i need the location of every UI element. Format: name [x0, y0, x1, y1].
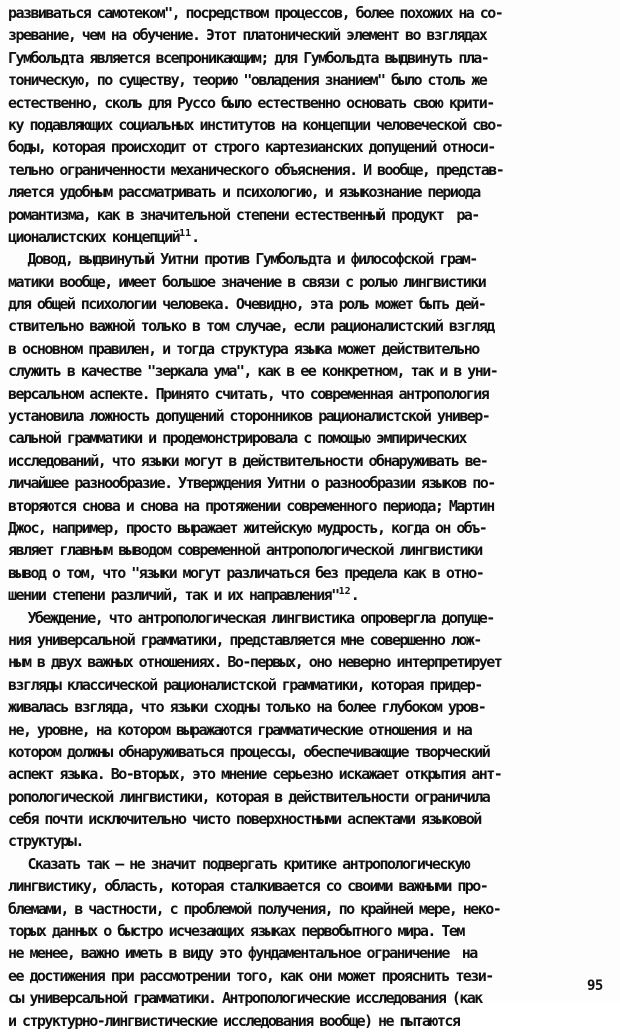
line-text: Гумбольдта является всепроникающим; для Гумбольдта выдвинуть пла-: [8, 48, 489, 67]
text-line: [8, 651, 606, 673]
line-text: тоническую, по существу, теорию "овладения знанием" было столь же: [8, 71, 487, 90]
body-text: [8, 2, 606, 1032]
line-punctuation: .: [191, 227, 199, 246]
line-text: блемами, в частности, с проблемой получения, по крайней мере, неко-: [8, 899, 501, 918]
text-line: [8, 69, 606, 91]
line-text: ропологической лингвистики, которая в действительности ограничила: [8, 787, 490, 806]
line-text: романтизма, как в значительной степени естественный продукт ра-: [8, 205, 479, 224]
text-line: [8, 875, 606, 897]
text-line: [8, 427, 606, 449]
text-line: [8, 24, 606, 46]
line-text: в основном правилен, и тогда структура языка может действительно: [8, 339, 479, 358]
line-text: тельно ограниченности механического объяснения. И вообще, представ-: [8, 160, 504, 179]
text-line: [8, 92, 606, 114]
text-line: [8, 495, 606, 517]
text-line: [8, 719, 606, 741]
text-line: [8, 226, 606, 248]
text-line: [8, 204, 606, 226]
line-text: вывод о том, что "языки могут различаться без предела как в отно-: [8, 563, 484, 582]
line-text: ее достижения при рассмотрении того, как они может прояснить тези-: [8, 966, 493, 985]
line-text: матики вообще, имеет большое значение в связи с ролью лингвистики: [8, 272, 486, 291]
line-text: ку подавляющих социальных институтов на концепции человеческой сво-: [8, 115, 503, 134]
line-text: ным в двух важных отношениях. Во-первых, оно неверно интерпретирует: [8, 653, 502, 672]
text-line: [8, 47, 606, 69]
text-line: [8, 898, 606, 920]
text-line: [8, 181, 606, 203]
text-line: [8, 2, 606, 24]
line-text: не менее, важно иметь в виду это фундаментальное ограничение на: [8, 944, 477, 963]
line-text: развиваться самотеком", посредством процессов, более похожих на со-: [8, 4, 503, 22]
line-text: структуры.: [8, 832, 83, 851]
text-line: [8, 786, 606, 808]
text-line: [8, 539, 606, 561]
text-line: [8, 696, 606, 718]
text-line: [8, 920, 606, 942]
text-line: [8, 965, 606, 987]
text-line: [8, 607, 606, 629]
text-line: [8, 808, 606, 830]
line-text: исследований, что языки могут в действительности обнаруживать ве-: [8, 451, 488, 470]
line-text: вторяются снова и снова на протяжении современного периода; Мартин: [8, 496, 494, 515]
line-text: Джос, например, просто выражает житейскую мудрость, когда он объ-: [8, 518, 487, 537]
text-line: [8, 405, 606, 427]
page-number: 95: [587, 978, 603, 994]
line-text: аспект языка. Во-вторых, это мнение серьезно искажает открытия ант-: [8, 765, 502, 784]
text-line: [8, 942, 606, 964]
line-text: живалась взгляда, что языки сходны только на более глубоком уров-: [8, 698, 486, 717]
line-text: естественно, сколь для Руссо было естественно основать свою крити-: [8, 93, 494, 112]
text-line: [8, 472, 606, 494]
line-text: боды, которая происходит от строго картезианских допущений относи-: [8, 138, 495, 157]
text-line: [8, 315, 606, 337]
line-text: сы универсальной грамматики. Антропологические исследования (как: [8, 989, 482, 1008]
line-text: служить в качестве "зеркала ума", как в ее конкретном, так и в уни-: [8, 362, 498, 381]
text-line: [8, 1010, 606, 1032]
line-text: являет главным выводом современной антропологической лингвистики: [8, 541, 482, 560]
text-line: [8, 383, 606, 405]
line-text: установила ложность допущений сторонников рационалистской универ-: [8, 407, 490, 426]
line-text: Сказать так — не значит подвергать критике антропологическую: [8, 854, 470, 873]
line-punctuation: .: [350, 586, 359, 605]
text-line: [8, 584, 606, 606]
text-line: [8, 136, 606, 158]
line-text: котором должны обнаруживаться процессы, обеспечивающие творческий: [8, 742, 490, 761]
line-text: взгляды классической рационалистской грамматики, которая придер-: [8, 675, 482, 694]
line-text: ния универсальной грамматики, представляется мне совершенно лож-: [8, 630, 481, 649]
text-line: [8, 517, 606, 539]
line-text: сальной грамматики и продемонстрировала с помощью эмпирических: [8, 429, 466, 448]
text-line: [8, 763, 606, 785]
footnote-marker: 11: [179, 227, 192, 239]
text-line: [8, 741, 606, 763]
footnote-marker: 12: [338, 586, 351, 598]
line-text: лингвистику, область, которая сталкивается со своими важными про-: [8, 877, 488, 896]
text-line: [8, 450, 606, 472]
text-line: [8, 338, 606, 360]
text-line: [8, 360, 606, 382]
line-text: и структурно-лингвистические исследования вообще) не пытаются: [8, 1011, 460, 1030]
line-text: ционалистских концепций: [8, 227, 180, 246]
text-line: [8, 987, 606, 1009]
line-text: Убеждение, что антропологическая лингвистика опровергла допуще-: [8, 608, 494, 627]
line-text: себя почти исключительно чисто поверхностными аспектами языковой: [8, 810, 481, 829]
text-line: [8, 293, 606, 315]
text-line: [8, 629, 606, 651]
line-text: шении степени различий, так и их направления": [8, 586, 339, 605]
line-text: ствительно важной только в том случае, если рационалистский взгляд: [8, 317, 494, 336]
text-line: [8, 114, 606, 136]
line-text: версальном аспекте. Принято считать, что современная антропология: [8, 384, 489, 403]
line-text: для общей психологии человека. Очевидно, эта роль может быть дей-: [8, 295, 486, 314]
text-line: [8, 674, 606, 696]
text-line: [8, 271, 606, 293]
text-line: [8, 248, 606, 270]
line-text: ляется удобным рассматривать и психологию, и языкознание периода: [8, 183, 480, 202]
line-text: личайшее разнообразие. Утверждения Уитни о разнообразии языков по-: [8, 474, 495, 493]
line-text: не, уровне, на котором выражаются грамматические отношения и на: [8, 720, 472, 739]
text-line: [8, 562, 606, 584]
line-text: торых данных о быстро исчезающих языках первобытного мира. Тем: [8, 922, 464, 941]
line-text: зревание, чем на обучение. Этот платонический элемент во взглядах: [8, 26, 487, 45]
line-text: Довод, выдвинутый Уитни против Гумбольдта и философской грам-: [8, 250, 477, 269]
text-line: [8, 830, 606, 852]
text-line: [8, 159, 606, 181]
text-line: [8, 853, 606, 875]
